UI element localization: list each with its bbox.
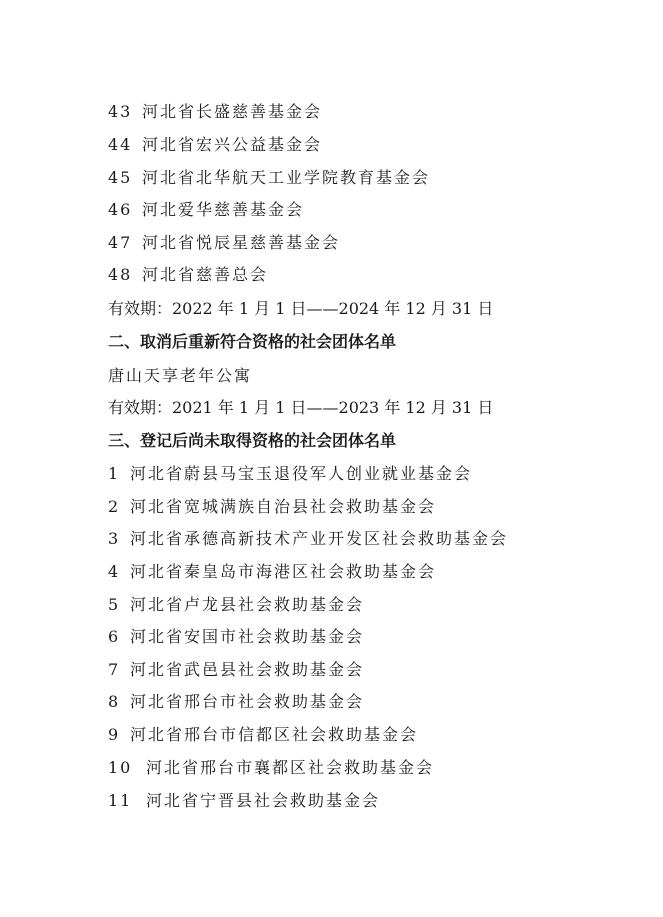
item-number: 9 bbox=[108, 725, 121, 744]
item-number: 5 bbox=[108, 595, 121, 614]
validity-period: 有效期：2021 年 1 月 1 日——2023 年 12 月 31 日 bbox=[108, 398, 494, 417]
list-item bbox=[108, 227, 340, 259]
list-item bbox=[108, 621, 364, 653]
list-item bbox=[108, 785, 380, 817]
item-number: 44 bbox=[108, 135, 133, 154]
item-number: 2 bbox=[108, 497, 121, 516]
list-item bbox=[108, 491, 436, 523]
list-item bbox=[108, 162, 430, 194]
list-item bbox=[108, 686, 364, 718]
item-number: 8 bbox=[108, 692, 121, 711]
list-item bbox=[108, 458, 472, 490]
item-text: 河北爱华慈善基金会 bbox=[142, 200, 305, 219]
item-number: 10 bbox=[108, 758, 133, 777]
list-item bbox=[108, 523, 508, 555]
item-text: 河北省邢台市社会救助基金会 bbox=[130, 692, 365, 711]
item-text: 河北省北华航天工业学院教育基金会 bbox=[142, 168, 431, 187]
list-item bbox=[108, 194, 304, 226]
item-text: 河北省宽城满族自治县社会救助基金会 bbox=[130, 497, 437, 516]
item-text: 河北省慈善总会 bbox=[142, 265, 269, 284]
item-text: 河北省邢台市襄都区社会救助基金会 bbox=[146, 758, 435, 777]
item-number: 45 bbox=[108, 168, 133, 187]
list-item: 唐山天享老年公寓 bbox=[108, 366, 253, 385]
item-text: 河北省长盛慈善基金会 bbox=[142, 102, 323, 121]
item-text: 河北省宏兴公益基金会 bbox=[142, 135, 323, 154]
item-number: 4 bbox=[108, 562, 121, 581]
item-number: 46 bbox=[108, 200, 133, 219]
section-heading: 三、登记后尚未取得资格的社会团体名单 bbox=[108, 431, 397, 450]
list-item bbox=[108, 719, 418, 751]
item-text: 河北省卢龙县社会救助基金会 bbox=[130, 595, 365, 614]
item-text: 河北省秦皇岛市海港区社会救助基金会 bbox=[130, 562, 437, 581]
validity-period: 有效期：2022 年 1 月 1 日——2024 年 12 月 31 日 bbox=[108, 299, 494, 318]
item-number: 7 bbox=[108, 660, 121, 679]
item-text: 河北省安国市社会救助基金会 bbox=[130, 627, 365, 646]
list-item bbox=[108, 129, 322, 161]
list-item bbox=[108, 654, 364, 686]
item-number: 48 bbox=[108, 265, 133, 284]
item-text: 河北省承德高新技术产业开发区社会救助基金会 bbox=[130, 529, 509, 548]
item-text: 河北省悦辰星慈善基金会 bbox=[142, 233, 341, 252]
item-number: 47 bbox=[108, 233, 133, 252]
item-number: 6 bbox=[108, 627, 121, 646]
section-heading: 二、取消后重新符合资格的社会团体名单 bbox=[108, 332, 397, 351]
list-item bbox=[108, 752, 434, 784]
item-text: 河北省宁晋县社会救助基金会 bbox=[146, 791, 381, 810]
list-item bbox=[108, 556, 436, 588]
list-item bbox=[108, 96, 322, 128]
item-text: 河北省邢台市信都区社会救助基金会 bbox=[130, 725, 419, 744]
item-number: 3 bbox=[108, 529, 121, 548]
list-item bbox=[108, 589, 364, 621]
item-text: 河北省武邑县社会救助基金会 bbox=[130, 660, 365, 679]
item-number: 1 bbox=[108, 464, 121, 483]
item-number: 43 bbox=[108, 102, 133, 121]
item-number: 11 bbox=[108, 791, 133, 810]
item-text: 河北省蔚县马宝玉退役军人创业就业基金会 bbox=[130, 464, 473, 483]
list-item bbox=[108, 259, 268, 291]
